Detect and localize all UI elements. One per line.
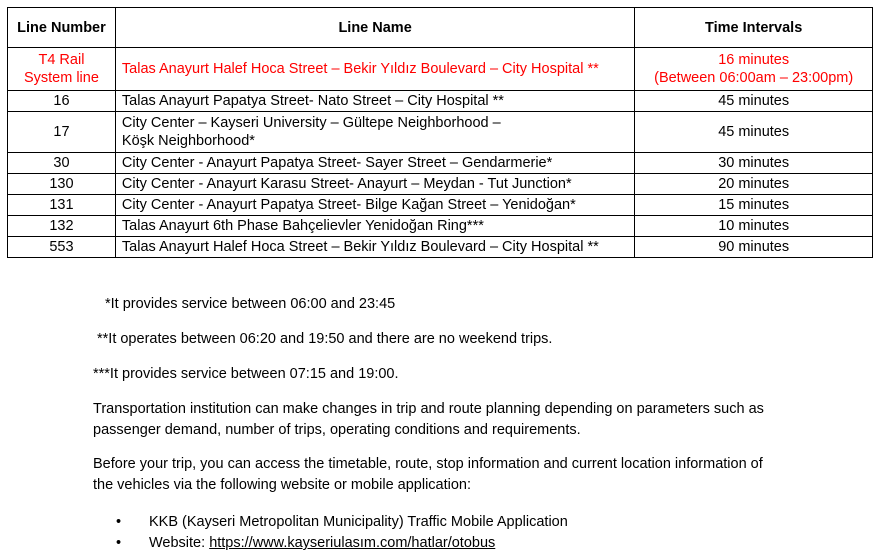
time-interval-cell: 45 minutes xyxy=(635,112,873,153)
line-number-text: T4 Rail System line xyxy=(23,52,99,86)
line-number-cell: 130 xyxy=(8,174,116,195)
table-row xyxy=(8,48,873,91)
time-interval-cell: 10 minutes xyxy=(635,216,873,237)
info-sources-list xyxy=(116,512,568,554)
table-header-row xyxy=(8,8,873,48)
bullet-icon: • xyxy=(116,535,122,551)
line-name-cell: City Center - Anayurt Papatya Street- Sayer Street – Gendarmerie* xyxy=(115,153,634,174)
table-row xyxy=(8,91,873,112)
time-interval-cell: 45 minutes xyxy=(635,91,873,112)
table-row xyxy=(8,112,873,153)
line-name-cell: Talas Anayurt Halef Hoca Street – Bekir Yıldız Boulevard – City Hospital ** xyxy=(115,237,634,258)
line-name-cell: City Center – Kayseri University – Gültepe Neighborhood – Köşk Neighborhood* xyxy=(115,112,634,153)
mobile-app-label: KKB (Kayseri Metropolitan Municipality) Traffic Mobile Application xyxy=(149,514,568,530)
time-interval-cell: 90 minutes xyxy=(635,237,873,258)
line-name-cell: Talas Anayurt Halef Hoca Street – Bekir Yıldız Boulevard – City Hospital ** xyxy=(115,48,634,91)
line-name-cell: Talas Anayurt 6th Phase Bahçelievler Yenidoğan Ring*** xyxy=(115,216,634,237)
bus-lines-table xyxy=(7,7,873,258)
time-interval-cell: 15 minutes xyxy=(635,195,873,216)
footnote-single-star: *It provides service between 06:00 and 23:45 xyxy=(105,296,396,312)
header-time-intervals: Time Intervals xyxy=(635,8,873,48)
website-link[interactable]: https://www.kayseriulasım.com/hatlar/otobus xyxy=(209,535,496,551)
line-number-cell: 553 xyxy=(8,237,116,258)
line-number-cell: 30 xyxy=(8,153,116,174)
line-number-cell: 16 xyxy=(8,91,116,112)
line-number-cell: 132 xyxy=(8,216,116,237)
time-interval-text: 16 minutes xyxy=(718,52,790,68)
time-interval-cell xyxy=(635,48,873,91)
time-interval-note: (Between 06:00am – 23:00pm) xyxy=(654,70,854,86)
list-item xyxy=(116,533,568,554)
line-name-cell: City Center - Anayurt Papatya Street- Bilge Kağan Street – Yenidoğan* xyxy=(115,195,634,216)
time-interval-cell: 30 minutes xyxy=(635,153,873,174)
website-prefix: Website: xyxy=(149,535,210,551)
line-name-cell: City Center - Anayurt Karasu Street- Anayurt – Meydan - Tut Junction* xyxy=(115,174,634,195)
table-row xyxy=(8,153,873,174)
footnote-triple-star: ***It provides service between 07:15 and 19:00. xyxy=(93,366,399,382)
header-line-number: Line Number xyxy=(8,8,116,48)
time-interval-cell: 20 minutes xyxy=(635,174,873,195)
table-row xyxy=(8,195,873,216)
line-number-cell: 17 xyxy=(8,112,116,153)
line-number-cell: 131 xyxy=(8,195,116,216)
footnote-double-star: **It operates between 06:20 and 19:50 and there are no weekend trips. xyxy=(97,331,553,347)
line-name-cell: Talas Anayurt Papatya Street- Nato Street – City Hospital ** xyxy=(115,91,634,112)
planning-changes-paragraph: Transportation institution can make changes in trip and route planning depending on parameters such as passenger demand, number of trips, operating conditions and requirements. xyxy=(93,401,764,438)
list-item xyxy=(116,512,568,533)
bullet-icon: • xyxy=(116,514,122,530)
line-number-cell xyxy=(8,48,116,91)
trip-info-paragraph: Before your trip, you can access the timetable, route, stop information and current location information of the vehicles via the following website or mobile application: xyxy=(93,456,763,493)
table-row xyxy=(8,237,873,258)
table-row xyxy=(8,174,873,195)
header-line-name: Line Name xyxy=(115,8,634,48)
table-row xyxy=(8,216,873,237)
